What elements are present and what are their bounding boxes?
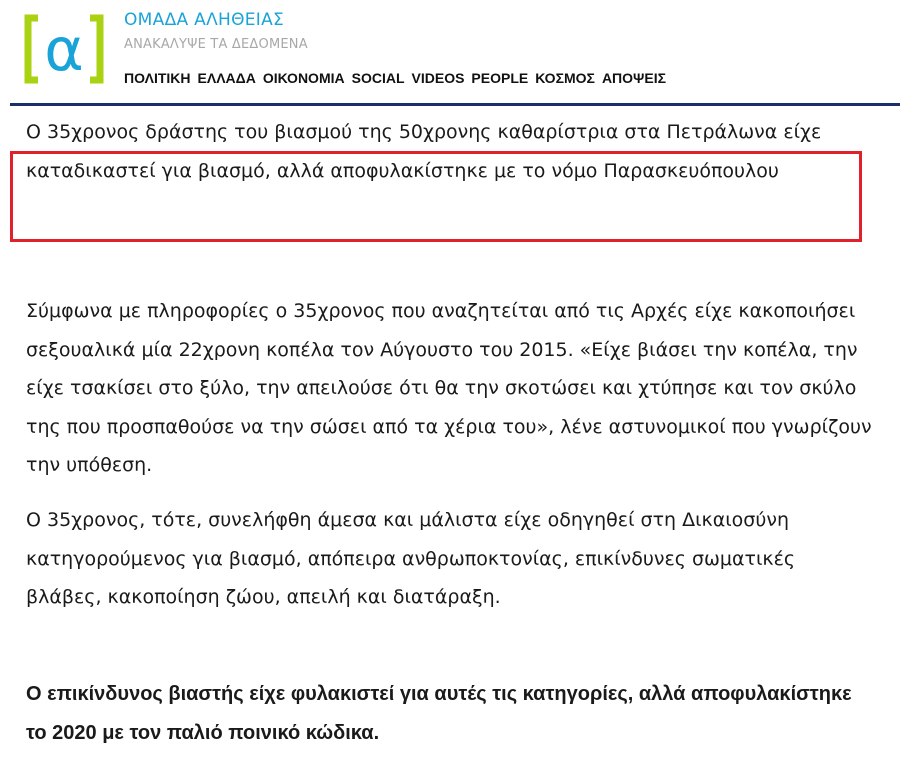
nav-item-social[interactable]: SOCIAL bbox=[351, 70, 405, 86]
nav-item-people[interactable]: PEOPLE bbox=[471, 70, 529, 86]
article-paragraph-3: Ο επικίνδυνος βιαστής είχε φυλακιστεί για αυτές τις κατηγορίες, αλλά αποφυλακίστηκε το 2020 με τον παλιό ποινικό κώδικα. bbox=[26, 683, 852, 744]
header-divider bbox=[10, 103, 900, 106]
site-name[interactable]: ΟΜΑΔΑ ΑΛΗΘΕΙΑΣ bbox=[124, 10, 285, 30]
nav-item-economy[interactable]: ΟΙΚΟΝΟΜΙΑ bbox=[262, 70, 345, 86]
nav-item-opinions[interactable]: ΑΠΟΨΕΙΣ bbox=[601, 70, 667, 86]
nav-item-politics[interactable]: ΠΟΛΙΤΙΚΗ bbox=[124, 70, 191, 86]
site-logo[interactable] bbox=[24, 14, 104, 84]
nav-item-videos[interactable]: VIDEOS bbox=[411, 70, 465, 86]
nav-item-world[interactable]: ΚΟΣΜΟΣ bbox=[535, 70, 595, 86]
article-lead: Ο 35χρονος δράστης του βιασμού της 50χρονης καθαρίστρια στα Πετράλωνα είχε καταδικαστεί για βιασμό, αλλά αποφυλακίστηκε με το νόμο Παρασκευόπουλου bbox=[26, 121, 822, 182]
main-nav bbox=[124, 70, 666, 86]
site-header bbox=[0, 0, 900, 108]
article-paragraph-1: Σύμφωνα με πληροφορίες ο 35χρονος που αναζητείται από τις Αρχές είχε κακοποιήσει σεξουαλικά μία 22χρονη κοπέλα τον Αύγουστο του 2015. «Είχε βιάσει την κοπέλα, την είχε τσακίσει στο ξύλο, την απειλούσε ότι θα την σκοτώσει και χτύπησε και τον σκύλο της που προσπαθούσε να την σώσει από τα χέρια του», λένε αστυνομικοί που γνωρίζουν την υπόθεση. bbox=[26, 300, 872, 476]
article-paragraph-2: Ο 35χρονος, τότε, συνελήφθη άμεσα και μάλιστα είχε οδηγηθεί στη Δικαιοσύνη κατηγορούμενος για βιασμό, απόπειρα ανθρωποκτονίας, επικίνδυνες σωματικές βλάβες, κακοποίηση ζώου, απειλή και διατάραξη. bbox=[26, 509, 796, 608]
nav-item-greece[interactable]: ΕΛΛΑΔΑ bbox=[197, 70, 256, 86]
site-tagline: ΑΝΑΚΑΛΥΨΕ ΤΑ ΔΕΔΟΜΕΝΑ bbox=[124, 37, 308, 52]
logo-letter: α bbox=[44, 15, 84, 84]
